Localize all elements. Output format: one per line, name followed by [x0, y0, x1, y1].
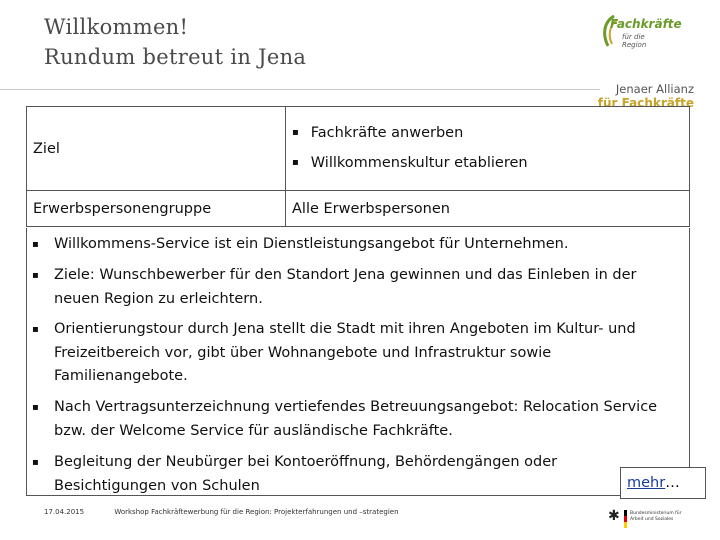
ministry-name: Bundesministerium für Arbeit und Soziales [630, 511, 682, 522]
flag-icon [624, 510, 627, 528]
mehr-box [620, 467, 706, 499]
logo-fachkraefte-text: Fachkräfte [610, 17, 682, 31]
row-value-gruppe: Alle Erwerbspersonen [286, 191, 690, 227]
paragraph-ziele: ▪ Ziele: Wunschbewerber für den Standort Jena gewinnen und das Einleben in der neuen Region zu erleichtern. [32, 264, 672, 311]
title-line-1: Willkommen! [44, 15, 189, 39]
paragraph-begleitung: ▪ Begleitung der Neubürger bei Kontoeröffnung, Behördengängen oder Besichtigungen von Schulen [32, 451, 622, 498]
allianz-line-2: für Fachkräfte [597, 96, 694, 110]
footer-date: 17.04.2015 [44, 508, 85, 516]
eagle-icon: ✱ [608, 508, 620, 524]
fachkraefte-logo [598, 14, 682, 54]
mehr-ellipsis: … [665, 475, 680, 491]
title-divider [0, 89, 600, 90]
info-table [26, 106, 690, 227]
allianz-line-1: Jenaer Allianz [615, 82, 694, 96]
table-row [27, 191, 690, 227]
row-value-ziel [286, 107, 690, 191]
mehr-link[interactable]: mehr [627, 475, 666, 491]
row-label-ziel: Ziel [27, 107, 286, 191]
list-item: ▪ Willkommenskultur etablieren [292, 149, 683, 179]
row-label-gruppe: Erwerbspersonengruppe [27, 191, 286, 227]
table-row [27, 107, 690, 191]
footer [44, 508, 399, 516]
ministry-logo [608, 506, 688, 536]
list-item: ▪ Fachkräfte anwerben [292, 119, 683, 149]
paragraph-service: ▪ Willkommens-Service ist ein Dienstleistungsangebot für Unternehmen. [32, 233, 672, 257]
paragraph-orientierung: ▪ Orientierungstour durch Jena stellt die Stadt mit ihren Angeboten im Kultur- und Freizeitbereich vor, gibt über Wohnangebote und Infrastruktur sowie Familienangebote. [32, 318, 672, 389]
slide-title [44, 12, 306, 72]
footer-text: Workshop Fachkräftewerbung für die Region: Projekterfahrungen und –strategien [114, 508, 399, 516]
paragraph-relocation: ▪ Nach Vertragsunterzeichnung vertiefendes Betreuungsangebot: Relocation Service bzw. der Welcome Service für ausländische Fachkräfte. [32, 396, 672, 443]
title-line-2: Rundum betreut in Jena [44, 45, 307, 69]
logo-region-text: für die Region [622, 33, 647, 49]
